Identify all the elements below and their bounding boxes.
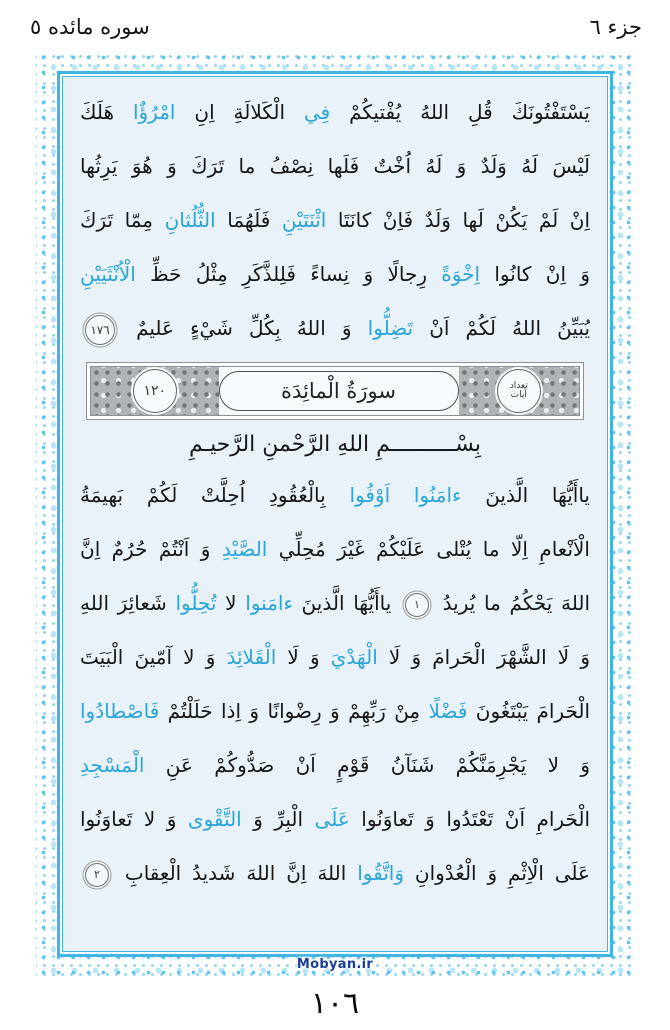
quran-text-segment: وَ اِنْ كانُوا (480, 262, 590, 286)
quran-text-segment: عَلَى الْاِثْمِ وَ الْعُدْوانِ (404, 861, 590, 885)
surah-title-band (86, 362, 584, 420)
quran-line (80, 85, 590, 139)
quran-text-segment: الْقَلائِدَ (215, 645, 277, 669)
quran-text-segment: امْرُؤٌا (114, 100, 176, 124)
quran-text-segment: يَسْتَفْتُونَكَ قُلِ اللهُ يُفْتيكُمْ (330, 100, 590, 124)
quran-text-segment: اِنْ لَمْ يَكُنْ لَها وَلَدٌ فَاِنْ كانَتَا (326, 208, 590, 232)
quran-text-segment: فَاصْطادُوا (80, 699, 160, 723)
quran-text-segment: ياأَيُّهَا الَّذينَ (292, 591, 400, 615)
ayah-count-label-circle (497, 369, 541, 413)
quran-text-segment: شَعائِرَ اللهِ (80, 591, 167, 615)
ayah-count-label-line1: تعداد (509, 380, 528, 391)
quran-text-segment: اللهَ يَحْكُمُ ما يُريدُ (433, 591, 590, 615)
quran-text-segment: فِي (285, 100, 331, 124)
quran-line (80, 468, 590, 522)
nisa-verses-block (80, 85, 590, 355)
quran-text-segment: الْحَرامَ يَبْتَغُونَ (467, 699, 590, 723)
quran-text-segment: ياأَيُّهَا الَّذينَ (461, 483, 590, 507)
quran-line (80, 630, 590, 684)
ayah-count-label-line2: آيات (510, 390, 527, 400)
quran-text-segment: عَلَى (303, 807, 350, 831)
quran-text-segment: وَ اللهُ بِكُلِّ شَيْءٍ عَليمٌ (120, 316, 352, 340)
quran-line (80, 738, 590, 792)
ayah-number-marker: ٢ (85, 863, 109, 887)
quran-text-segment: لَيْسَ لَهُ وَلَدٌ وَ لَهُ اُخْتٌ فَلَها نِصْفُ ما تَرَكَ وَ هُوَ يَرِثُها (80, 154, 590, 178)
quran-text-segment: الْكَلالَةِ اِنِ (175, 100, 285, 124)
surah-title-cartouche-wrap (219, 367, 459, 415)
quran-text-segment: الْحَرامِ اَنْ تَعْتَدُوا وَ تَعاوَنُوا (349, 807, 590, 831)
quran-text-segment: لا (216, 591, 237, 615)
band-floral-ornament-right (459, 367, 580, 415)
quran-text-segment: الْهَدْيَ (319, 645, 378, 669)
quran-text-segment: بِالْعُقُودِ اُحِلَّتْ لَكُمْ بَهيمَةُ (80, 483, 326, 507)
bismillah: بِسْــــــــــمِ اللهِ الرَّحْمنِ الرَّحيـمِ (188, 432, 481, 457)
quran-line (80, 301, 590, 355)
quran-text-segment: يُبَيِّنُ اللهُ لَكُمْ اَنْ (413, 316, 590, 340)
quran-line (80, 522, 590, 576)
quran-line (80, 684, 590, 738)
quran-text-segment: ءامَنوا (236, 591, 293, 615)
quran-text-segment: فَضْلًا (420, 699, 468, 723)
quran-line (80, 193, 590, 247)
juz-label: جزء ٦ (589, 15, 642, 39)
quran-text-segment: مِنْ رَبِّهِمْ وَ رِضْوانًا وَ اِذا حَلَلْتُمْ (159, 699, 421, 723)
ayah-number-marker: ١٧٦ (85, 315, 115, 345)
page-number: ١٠٦ (310, 986, 360, 1021)
surah-ref-label: سوره مائده ٥ (30, 15, 150, 39)
quran-text-segment: اَوْفُوا (325, 483, 391, 507)
quran-text-segment: اللهَ اِنَّ اللهَ شَديدُ الْعِقابِ (114, 861, 347, 885)
quran-text-segment: اثْنَتَيْنِ (270, 208, 327, 232)
band-floral-ornament-left (91, 367, 219, 415)
ornamental-border-frame (36, 50, 634, 978)
quran-text-segment: مِمّا تَرَكَ (80, 208, 154, 232)
quran-text-segment: التَّقْوى (176, 807, 242, 831)
quran-text-segment: اِخْوَةً (426, 262, 481, 286)
quran-line (80, 247, 590, 301)
quran-text-segment: هَلَكَ (80, 100, 115, 124)
ayah-count-circle: ١٢٠ (133, 369, 177, 413)
quran-text-segment: وَ لَا الشَّهْرَ الْحَرامَ وَ لَا (377, 645, 590, 669)
quran-line (80, 576, 590, 630)
quran-text-segment: فَلَهُمَا (215, 208, 271, 232)
page-header (30, 10, 642, 44)
quran-text-segment: ءامَنُوا (390, 483, 462, 507)
quran-text-segment: الثُّلُثانِ (153, 208, 216, 232)
quran-text-segment: الْبِرِّ وَ (241, 807, 304, 831)
quran-text-segment: الصَّيْدِ (210, 537, 268, 561)
quran-text-segment: الْاَنْعامِ اِلّا ما يُتْلى عَلَيْكُمْ غَيْرَ مُحِلِّي (267, 537, 590, 561)
quran-text-segment: تَضِلُّوا (351, 316, 414, 340)
surah-title: سورَةُ الْمائِدَة (281, 379, 396, 403)
quran-line (80, 792, 590, 846)
quran-text-segment: وَ لا يَجْرِمَنَّكُمْ شَنَآنُ قَوْمٍ اَنْ صَدُّوكُمْ عَنِ (144, 753, 590, 777)
quran-text-segment: وَ لَا (276, 645, 320, 669)
quran-text-segment: وَ لا تَعاوَنُوا (80, 807, 177, 831)
quran-text-segment: وَاتَّقُوا (346, 861, 405, 885)
watermark: Mobyan.ir (296, 957, 374, 972)
surah-band-inner (90, 366, 580, 416)
maidah-verses-block (80, 468, 590, 900)
frame-thick-line (57, 71, 613, 957)
quran-text-segment: تُحِلُّوا (166, 591, 217, 615)
quran-text-segment: وَ لا آمّينَ الْبَيَتَ (80, 645, 216, 669)
ayah-number-marker: ١ (405, 593, 429, 617)
quran-line (80, 139, 590, 193)
quran-line (80, 846, 590, 900)
quran-text-segment: الْمَسْجِدِ (80, 753, 145, 777)
page-content-area (62, 76, 608, 952)
quran-text-segment: رِجالًا وَ نِساءً فَلِلذَّكَرِ مِثْلُ حَظِّ (135, 262, 427, 286)
quran-text-segment: وَ اَنْتُمْ حُرُمٌ اِنَّ (80, 537, 211, 561)
quran-text-segment: الْاُنْثَيَيْنِ (80, 262, 136, 286)
surah-title-cartouche (219, 371, 459, 411)
